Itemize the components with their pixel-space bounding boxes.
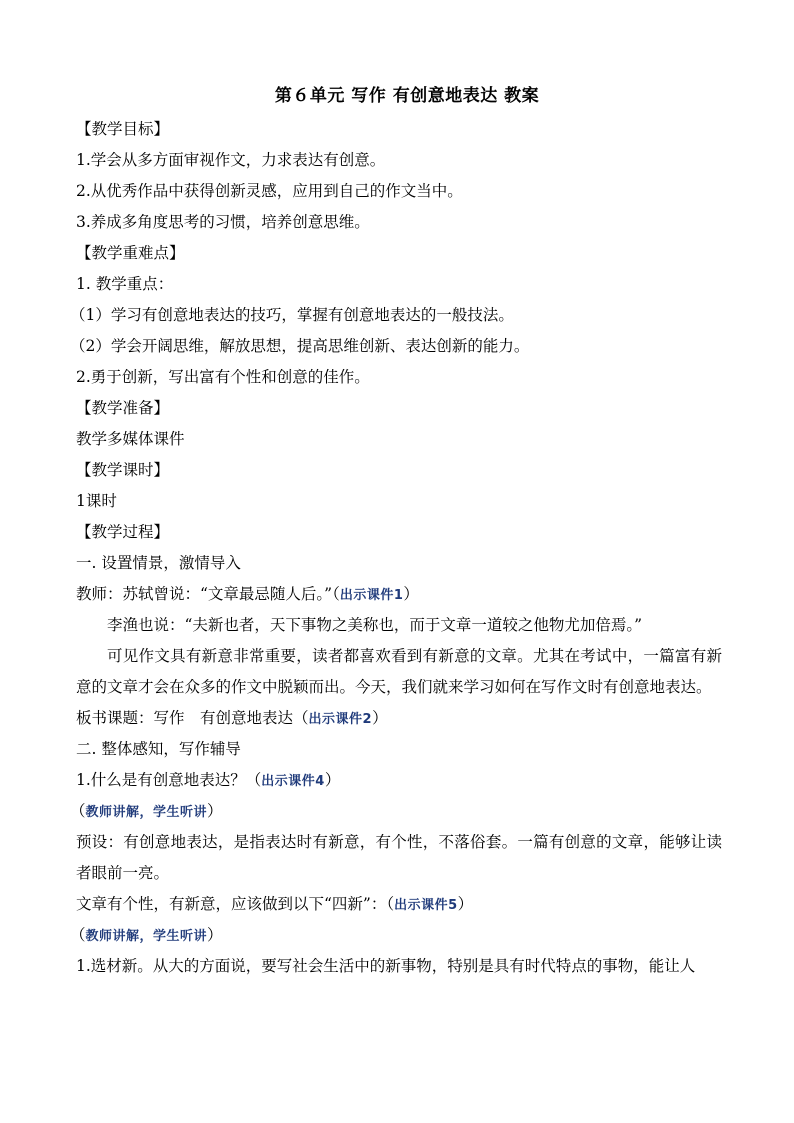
key-point-item-2: （2）学会开阔思维，解放思想，提高思维创新、表达创新的能力。 bbox=[70, 337, 530, 355]
teacher-note-close: ） bbox=[207, 802, 223, 820]
objective-item-3: 3.养成多角度思考的习惯，培养创意思维。 bbox=[76, 213, 370, 231]
preparation-text: 教学多媒体课件 bbox=[76, 430, 185, 448]
teacher-quote-text: 教师：苏轼曾说：“文章最忌随人后。”（ bbox=[76, 585, 340, 603]
section-heading-key-points: 【教学重难点】 bbox=[76, 244, 185, 262]
section-heading-process: 【教学过程】 bbox=[76, 523, 170, 541]
teacher-quote-line bbox=[76, 579, 722, 610]
teacher-note-line bbox=[70, 920, 722, 951]
teacher-note-open: （ bbox=[70, 926, 86, 944]
section-heading-hours: 【教学课时】 bbox=[76, 461, 170, 479]
courseware-note: 出示课件5 bbox=[394, 898, 458, 913]
board-title-line bbox=[76, 703, 722, 734]
teacher-quote-close: ） bbox=[403, 585, 419, 603]
step-2-heading: 二. 整体感知，写作辅导 bbox=[76, 740, 241, 758]
board-title-text: 板书课题：写作 有创意地表达（ bbox=[76, 709, 309, 727]
teacher-note-close: ） bbox=[207, 926, 223, 944]
answer-paragraph: 预设：有创意地表达，是指表达时有新意，有个性，不落俗套。一篇有创意的文章，能够让读者眼前一亮。 bbox=[76, 833, 722, 882]
four-new-close: ） bbox=[457, 895, 474, 913]
document-title: 第６单元 写作 有创意地表达 教案 bbox=[274, 86, 540, 106]
liyu-quote-line: 李渔也说：“夫新也者，天下事物之美称也，而于文章一道较之他物尤加倍焉。” bbox=[107, 616, 643, 634]
intro-paragraph: 可见作文具有新意非常重要，读者都喜欢看到有新意的文章。尤其在考试中，一篇富有新意的文章才会在众多的作文中脱颖而出。今天，我们就来学习如何在写作文时有创意地表达。 bbox=[76, 647, 722, 696]
teacher-note: 教师讲解，学生听讲 bbox=[85, 805, 208, 820]
key-point-heading: 1. 教学重点： bbox=[76, 275, 174, 293]
question-close: ） bbox=[324, 771, 341, 789]
key-point-item-1: （1）学习有创意地表达的技巧，掌握有创意地表达的一般技法。 bbox=[70, 306, 514, 324]
courseware-note: 出示课件1 bbox=[339, 588, 404, 603]
courseware-note: 出示课件2 bbox=[308, 712, 373, 727]
step-1-heading: 一. 设置情景，激情导入 bbox=[76, 554, 241, 572]
four-new-text: 文章有个性，有新意，应该做到以下“四新”：（ bbox=[76, 895, 395, 913]
key-point-item-3: 2.勇于创新，写出富有个性和创意的佳作。 bbox=[76, 368, 370, 386]
four-new-line bbox=[76, 889, 722, 920]
document-page bbox=[70, 84, 722, 982]
section-heading-preparation: 【教学准备】 bbox=[76, 399, 170, 417]
teacher-note-line bbox=[70, 796, 722, 827]
objective-item-2: 2.从优秀作品中获得创新灵感，应用到自己的作文当中。 bbox=[76, 182, 463, 200]
material-new-line: 1.选材新。从大的方面说，要写社会生活中的新事物，特别是具有时代特点的事物，能让人 bbox=[76, 957, 696, 975]
teacher-note-open: （ bbox=[70, 802, 86, 820]
board-title-close: ） bbox=[372, 709, 388, 727]
question-line bbox=[76, 765, 722, 796]
section-heading-objectives: 【教学目标】 bbox=[76, 120, 170, 138]
objective-item-1: 1.学会从多方面审视作文，力求表达有创意。 bbox=[76, 151, 386, 169]
question-text: 1.什么是有创意地表达？（ bbox=[76, 771, 262, 789]
courseware-note: 出示课件4 bbox=[261, 774, 325, 789]
teacher-note: 教师讲解，学生听讲 bbox=[85, 929, 208, 944]
hours-text: 1课时 bbox=[76, 492, 117, 510]
